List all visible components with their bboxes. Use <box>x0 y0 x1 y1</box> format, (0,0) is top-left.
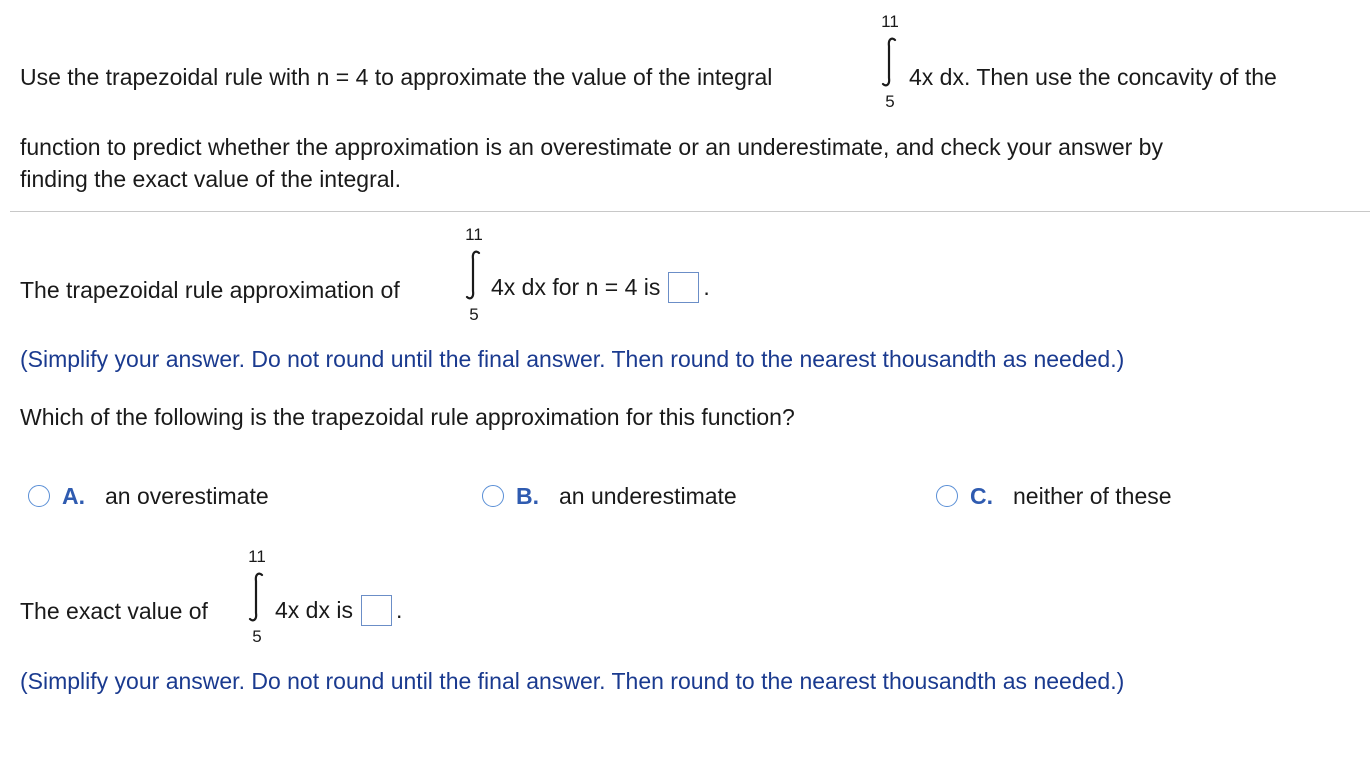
choice-a[interactable] <box>28 480 269 512</box>
integral-sign-icon <box>242 571 272 623</box>
integral-lower-limit: 5 <box>469 305 479 324</box>
part1-period: . <box>703 274 710 300</box>
radio-button-c[interactable] <box>936 485 958 507</box>
part1-integral <box>459 225 489 325</box>
part3-period: . <box>395 597 403 623</box>
part3-label-after-row <box>275 595 402 626</box>
part1-hint: (Simplify your answer. Do not round until the final answer. Then round to the nearest thousandth as needed.) <box>20 346 1125 372</box>
choice-c-text: neither of these <box>1013 482 1172 509</box>
part3-integral <box>242 547 272 647</box>
choice-c-letter: C. <box>970 482 993 509</box>
question-line1-after: 4x dx. Then use the concavity of the <box>909 64 1277 90</box>
choice-a-text: an overestimate <box>105 482 269 509</box>
part3-label-after: 4x dx is <box>275 597 353 623</box>
part3-hint: (Simplify your answer. Do not round until the final answer. Then round to the nearest thousandth as needed.) <box>20 668 1125 694</box>
integral-sign-icon <box>875 36 905 88</box>
choice-a-letter: A. <box>62 482 85 509</box>
integral-sign-icon <box>459 249 489 301</box>
question-integral <box>875 12 905 112</box>
integral-upper-limit: 11 <box>248 547 266 566</box>
part1-answer-box[interactable] <box>668 272 699 303</box>
question-line2: function to predict whether the approximation is an overestimate or an underestimate, and check your answer by <box>20 134 1163 160</box>
integral-lower-limit: 5 <box>252 627 262 646</box>
choice-b-text: an underestimate <box>559 482 737 509</box>
part1-label-before: The trapezoidal rule approximation of <box>20 277 400 303</box>
integral-lower-limit: 5 <box>885 92 895 111</box>
choice-b[interactable] <box>482 480 737 512</box>
choice-b-letter: B. <box>516 482 539 509</box>
radio-button-a[interactable] <box>28 485 50 507</box>
integral-upper-limit: 11 <box>465 225 483 244</box>
integral-upper-limit: 11 <box>881 12 899 31</box>
part1-label-after: 4x dx for n = 4 is <box>491 274 661 300</box>
question-line1-before: Use the trapezoidal rule with n = 4 to approximate the value of the integral <box>20 64 773 90</box>
part3-answer-box[interactable] <box>361 595 392 626</box>
section-divider <box>10 211 1370 212</box>
radio-button-b[interactable] <box>482 485 504 507</box>
part3-label-before: The exact value of <box>20 598 208 624</box>
part2-question: Which of the following is the trapezoidal rule approximation for this function? <box>20 404 795 430</box>
choice-c[interactable] <box>936 480 1172 512</box>
question-line3: finding the exact value of the integral. <box>20 166 402 192</box>
part1-label-after-row <box>491 272 710 303</box>
